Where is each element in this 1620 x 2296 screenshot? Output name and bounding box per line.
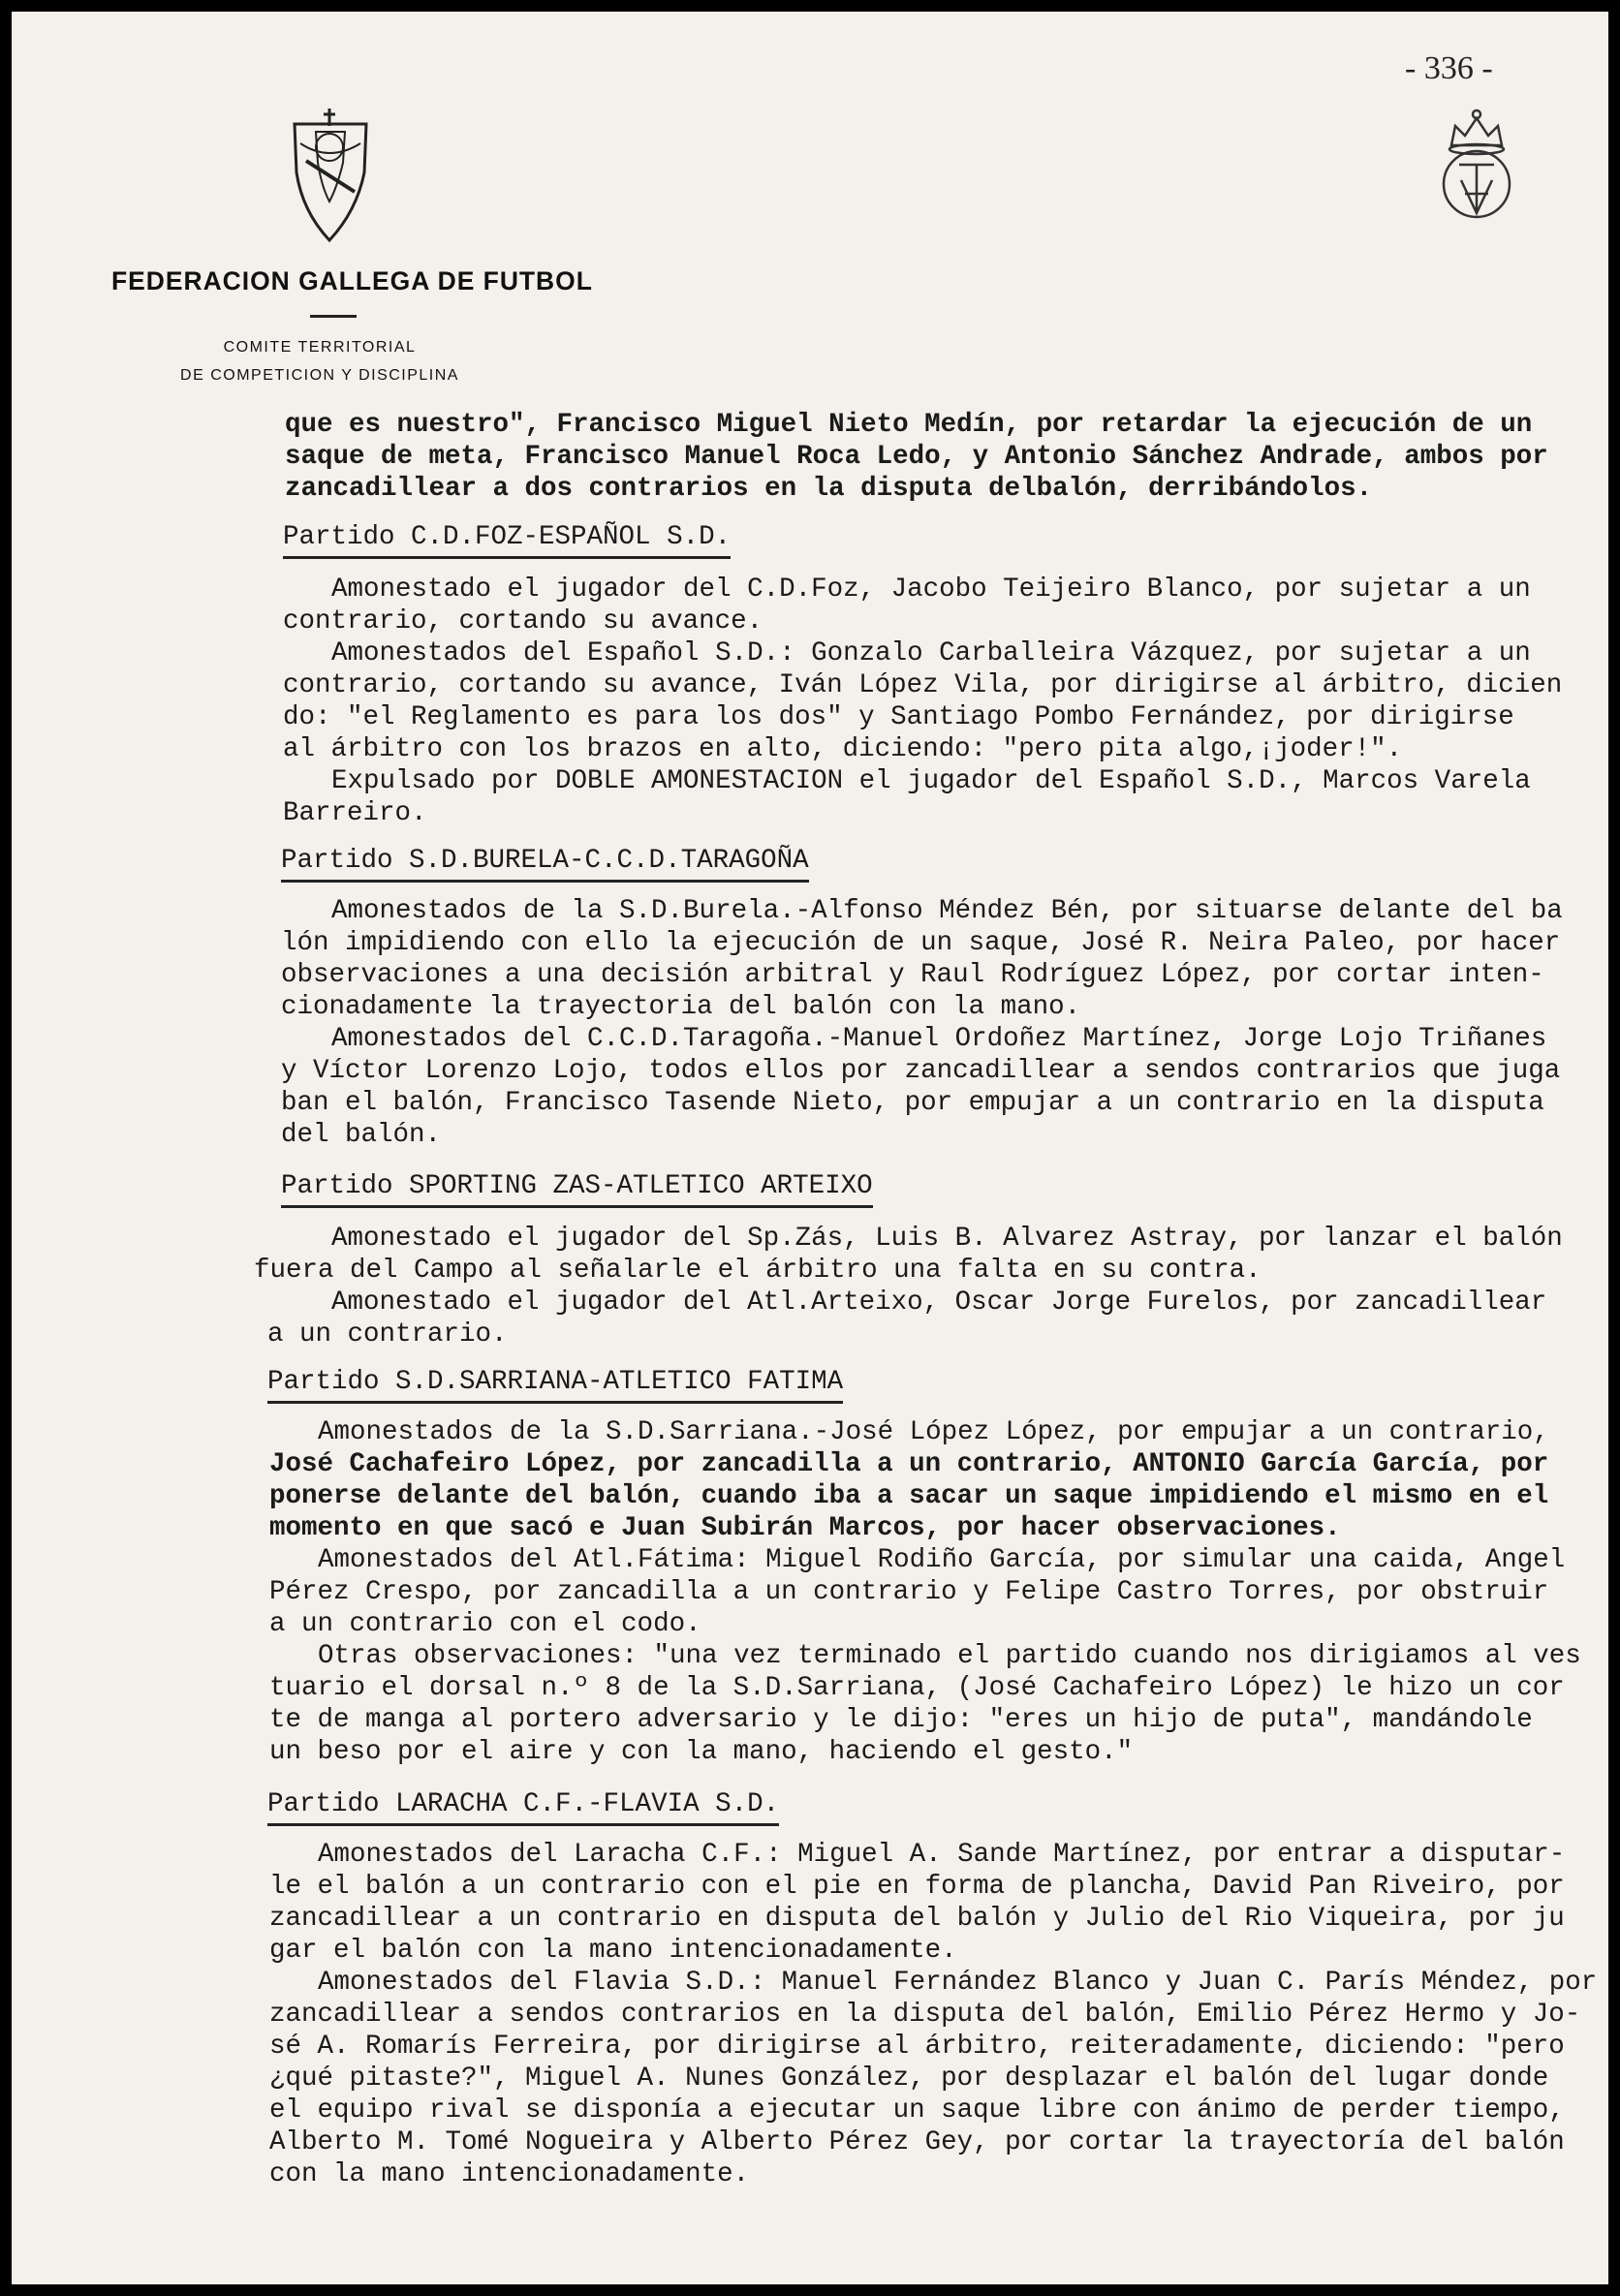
match-text-laracha — [269, 1839, 1597, 2190]
match-heading-burela: Partido S.D.BURELA-C.C.D.TARAGOÑA — [281, 845, 809, 883]
text-line: le el balón a un contrario con el pie en forma de plancha, David Pan Riveiro, por — [269, 1872, 1565, 1902]
text-line: Alberto M. Tomé Nogueira y Alberto Pérez Gey, por cortar la trayectoría del balón — [269, 2127, 1565, 2157]
text-line: Amonestado el jugador del C.D.Foz, Jacobo Teijeiro Blanco, por sujetar a un — [331, 574, 1531, 605]
text-line: te de manga al portero adversario y le dijo: "eres un hijo de puta", mandándole — [269, 1705, 1533, 1735]
header-divider — [310, 315, 357, 318]
text-line: Pérez Crespo, por zancadilla a un contrario y Felipe Castro Torres, por obstruir — [269, 1577, 1549, 1607]
text-line: contrario, cortando su avance, Iván López Vila, por dirigirse al árbitro, dicien — [283, 670, 1563, 700]
committee-title — [136, 333, 504, 389]
text-line: do: "el Reglamento es para los dos" y Santiago Pombo Fernández, por dirigirse — [283, 702, 1514, 732]
text-line: saque de meta, Francisco Manuel Roca Ledo, y Antonio Sánchez Andrade, ambos por — [285, 442, 1548, 472]
text-line: que es nuestro", Francisco Miguel Nieto Medín, por retardar la ejecución de un — [285, 410, 1533, 440]
text-line: Otras observaciones: "una vez terminado el partido cuando nos dirigiamos al ves — [318, 1641, 1581, 1671]
text-line: José Cachafeiro López, por zancadilla a un contrario, ANTONIO García García, por — [269, 1449, 1549, 1479]
text-line: contrario, cortando su avance. — [283, 606, 763, 636]
match-heading-sarriana: Partido S.D.SARRIANA-ATLETICO FATIMA — [267, 1366, 843, 1404]
text-line: ¿qué pitaste?", Miguel A. Nunes González, por desplazar el balón del lugar donde — [269, 2063, 1549, 2094]
text-line: tuario el dorsal n.º 8 de la S.D.Sarriana, (José Cachafeiro López) le hizo un cor — [269, 1673, 1565, 1703]
text-line: fuera del Campo al señalarle el árbitro una falta en su contra. — [254, 1256, 1262, 1286]
text-line: zancadillear a dos contrarios en la disputa delbalón, derribándolos. — [285, 474, 1373, 504]
organization-name: FEDERACION GALLEGA DE FUTBOL — [111, 266, 593, 295]
text-line: Amonestados del C.C.D.Taragoña.-Manuel Ordoñez Martínez, Jorge Lojo Triñanes — [331, 1024, 1547, 1054]
match-text-foz — [283, 574, 1562, 829]
text-line: ban el balón, Francisco Tasende Nieto, por empujar a un contrario en la disputa — [281, 1088, 1544, 1118]
text-line: del balón. — [281, 1120, 442, 1150]
page-number: - 336 - — [1405, 50, 1493, 86]
committee-line-1: COMITE TERRITORIAL — [223, 339, 417, 356]
text-line: ponerse delante del balón, cuando iba a sacar un saque impidiendo el mismo en el — [269, 1481, 1549, 1511]
crown-crest-logo — [1438, 107, 1515, 228]
match-heading-sporting: Partido SPORTING ZAS-ATLETICO ARTEIXO — [281, 1170, 873, 1208]
text-line: Amonestados del Español S.D.: Gonzalo Carballeira Vázquez, por sujetar a un — [331, 638, 1531, 668]
text-line: a un contrario. — [267, 1319, 508, 1350]
text-line: lón impidiendo con ello la ejecución de un saque, José R. Neira Paleo, por hacer — [281, 928, 1561, 958]
text-line: a un contrario con el codo. — [269, 1609, 701, 1639]
committee-line-2: DE COMPETICION Y DISCIPLINA — [180, 367, 459, 384]
text-line: Amonestados de la S.D.Sarriana.-José López López, por empujar a un contrario, — [318, 1417, 1549, 1447]
text-line: Barreiro. — [283, 798, 427, 828]
match-heading-foz: Partido C.D.FOZ-ESPAÑOL S.D. — [283, 521, 731, 559]
text-line: al árbitro con los brazos en alto, diciendo: "pero pita algo,¡joder!". — [283, 734, 1403, 764]
text-line: con la mano intencionadamente. — [269, 2159, 750, 2189]
federation-shield-logo — [287, 105, 374, 245]
text-line: sé A. Romarís Ferreira, por dirigirse al árbitro, reiteradamente, diciendo: "pero — [269, 2032, 1565, 2062]
text-line: Amonestado el jugador del Sp.Zás, Luis B. Alvarez Astray, por lanzar el balón — [331, 1224, 1563, 1254]
match-text-sarriana — [269, 1416, 1581, 1768]
text-line: un beso por el aire y con la mano, haciendo el gesto." — [269, 1737, 1134, 1767]
text-line: observaciones a una decisión arbitral y Raul Rodríguez López, por cortar inten- — [281, 960, 1544, 990]
match-heading-laracha: Partido LARACHA C.F.-FLAVIA S.D. — [267, 1788, 779, 1826]
text-line: cionadamente la trayectoria del balón con la mano. — [281, 992, 1081, 1022]
text-line: Amonestados del Atl.Fátima: Miguel Rodiño García, por simular una caida, Angel — [318, 1545, 1566, 1575]
text-line: Amonestados de la S.D.Burela.-Alfonso Méndez Bén, por situarse delante del ba — [331, 896, 1563, 926]
text-line: y Víctor Lorenzo Lojo, todos ellos por zancadillear a sendos contrarios que juga — [281, 1056, 1561, 1086]
text-line: Amonestado el jugador del Atl.Arteixo, Oscar Jorge Furelos, por zancadillear — [331, 1288, 1547, 1318]
text-line: gar el balón con la mano intencionadamente. — [269, 1936, 957, 1966]
match-text-sporting — [254, 1223, 1563, 1350]
text-line: Amonestados del Laracha C.F.: Miguel A. Sande Martínez, por entrar a disputar- — [318, 1840, 1566, 1870]
text-line: Expulsado por DOBLE AMONESTACION el jugador del Español S.D., Marcos Varela — [331, 766, 1531, 796]
text-line: el equipo rival se disponía a ejecutar un saque libre con ánimo de perder tiempo, — [269, 2095, 1565, 2125]
text-line: zancadillear a sendos contrarios en la disputa del balón, Emilio Pérez Hermo y Jo- — [269, 2000, 1581, 2030]
text-line: zancadillear a un contrario en disputa del balón y Julio del Rio Viqueira, por ju — [269, 1904, 1565, 1934]
text-line: Amonestados del Flavia S.D.: Manuel Fernández Blanco y Juan C. París Méndez, por — [318, 1968, 1598, 1998]
intro-paragraph — [285, 409, 1548, 505]
match-text-burela — [281, 895, 1563, 1151]
text-line: momento en que sacó e Juan Subirán Marcos, por hacer observaciones. — [269, 1513, 1341, 1543]
